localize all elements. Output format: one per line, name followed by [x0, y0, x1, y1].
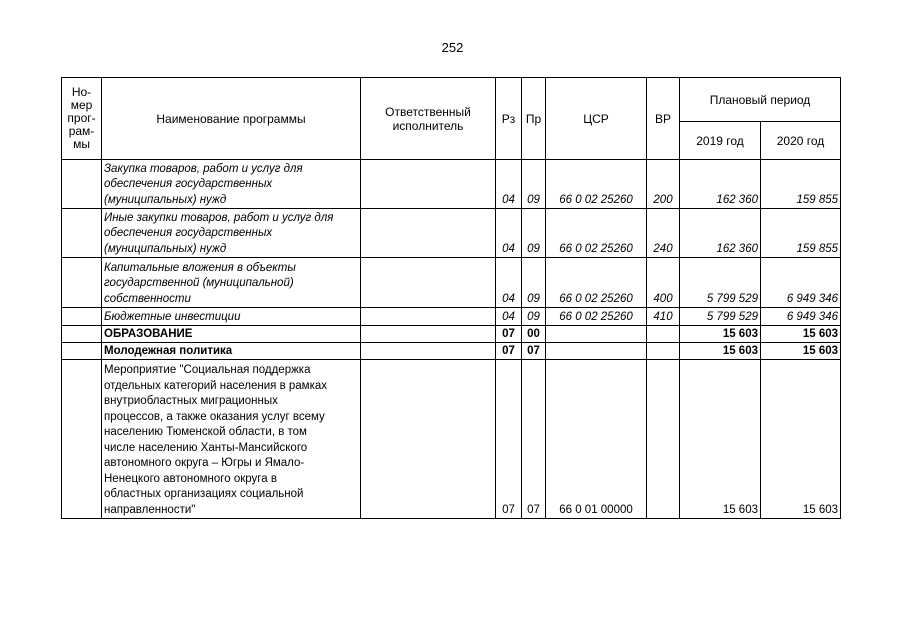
header-pr: Пр	[522, 78, 546, 160]
cell-name: Капитальные вложения в объекты государственной (муниципальной) собственности	[102, 258, 361, 308]
cell-pr: 09	[522, 160, 546, 209]
cell-vr: 410	[647, 308, 680, 326]
header-year-2020: 2020 год	[761, 122, 841, 160]
header-executor: Ответственный исполнитель	[361, 78, 496, 160]
cell-num	[62, 258, 102, 308]
cell-num	[62, 360, 102, 519]
cell-name: Бюджетные инвестиции	[102, 308, 361, 326]
cell-vr	[647, 326, 680, 343]
cell-2020: 6 949 346	[761, 308, 841, 326]
cell-csr	[546, 343, 647, 360]
header-program-name: Наименование программы	[102, 78, 361, 160]
cell-executor	[361, 360, 496, 519]
cell-rz: 07	[496, 326, 522, 343]
cell-2019: 15 603	[680, 343, 761, 360]
table-row	[62, 209, 841, 258]
cell-csr: 66 0 02 25260	[546, 209, 647, 258]
cell-pr: 07	[522, 360, 546, 519]
cell-2020: 6 949 346	[761, 258, 841, 308]
cell-rz: 04	[496, 308, 522, 326]
cell-csr: 66 0 02 25260	[546, 258, 647, 308]
cell-csr	[546, 326, 647, 343]
header-vr: ВР	[647, 78, 680, 160]
cell-2019: 162 360	[680, 209, 761, 258]
header-csr: ЦСР	[546, 78, 647, 160]
table-row	[62, 160, 841, 209]
cell-vr: 200	[647, 160, 680, 209]
cell-pr: 00	[522, 326, 546, 343]
cell-rz: 07	[496, 360, 522, 519]
cell-2020: 15 603	[761, 326, 841, 343]
header-program-number: Но- мер прог- рам- мы	[62, 78, 102, 160]
cell-vr: 240	[647, 209, 680, 258]
cell-rz: 07	[496, 343, 522, 360]
cell-vr	[647, 343, 680, 360]
cell-num	[62, 326, 102, 343]
cell-num	[62, 160, 102, 209]
cell-2020: 159 855	[761, 160, 841, 209]
cell-pr: 09	[522, 308, 546, 326]
cell-csr: 66 0 02 25260	[546, 160, 647, 209]
header-rz: Рз	[496, 78, 522, 160]
table-row	[62, 308, 841, 326]
cell-name: Мероприятие "Социальная поддержка отдельных категорий населения в рамках внутриобластных миграционных процессов, а также оказания услуг всему населению Тюменской области, в том числе населению Ханты-Мансийского автономного округа – Югры и Ямало- Ненецкого автономного округа в областных организациях социальной направленности"	[102, 360, 361, 519]
cell-executor	[361, 326, 496, 343]
cell-num	[62, 343, 102, 360]
cell-2020: 159 855	[761, 209, 841, 258]
cell-vr: 400	[647, 258, 680, 308]
cell-rz: 04	[496, 258, 522, 308]
cell-rz: 04	[496, 209, 522, 258]
cell-2020: 15 603	[761, 360, 841, 519]
table-row	[62, 258, 841, 308]
page-number: 252	[441, 40, 464, 55]
cell-executor	[361, 209, 496, 258]
cell-name: Иные закупки товаров, работ и услуг для обеспечения государственных (муниципальных) нужд	[102, 209, 361, 258]
cell-csr: 66 0 02 25260	[546, 308, 647, 326]
cell-pr: 09	[522, 209, 546, 258]
cell-executor	[361, 160, 496, 209]
header-year-2019: 2019 год	[680, 122, 761, 160]
cell-executor	[361, 258, 496, 308]
cell-rz: 04	[496, 160, 522, 209]
header-plan-period: Плановый период	[680, 78, 841, 122]
cell-2019: 5 799 529	[680, 258, 761, 308]
cell-pr: 09	[522, 258, 546, 308]
cell-name: Молодежная политика	[102, 343, 361, 360]
cell-num	[62, 209, 102, 258]
cell-num	[62, 308, 102, 326]
budget-table	[61, 77, 841, 519]
table-row	[62, 360, 841, 519]
cell-executor	[361, 343, 496, 360]
cell-name: Закупка товаров, работ и услуг для обеспечения государственных (муниципальных) нужд	[102, 160, 361, 209]
cell-pr: 07	[522, 343, 546, 360]
cell-2020: 15 603	[761, 343, 841, 360]
cell-name: ОБРАЗОВАНИЕ	[102, 326, 361, 343]
cell-2019: 162 360	[680, 160, 761, 209]
table-row	[62, 326, 841, 343]
cell-2019: 15 603	[680, 326, 761, 343]
cell-csr: 66 0 01 00000	[546, 360, 647, 519]
table-row	[62, 343, 841, 360]
cell-2019: 5 799 529	[680, 308, 761, 326]
cell-executor	[361, 308, 496, 326]
cell-2019: 15 603	[680, 360, 761, 519]
cell-vr	[647, 360, 680, 519]
